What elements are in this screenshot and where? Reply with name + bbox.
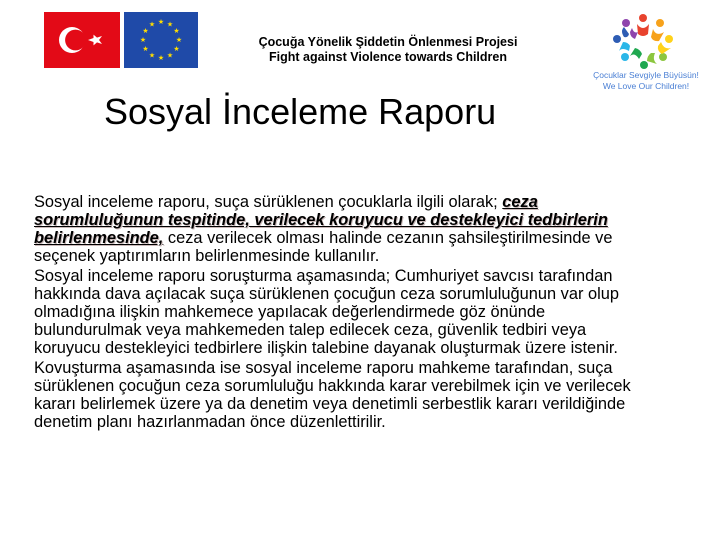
bullet-text-pre: Sosyal inceleme raporu, suça sürüklenen çocuklarla ilgili olarak; — [34, 193, 503, 211]
svg-text:★: ★ — [173, 27, 180, 35]
bullet-text — [34, 193, 613, 265]
list-item — [0, 267, 646, 357]
bullet-text: Sosyal inceleme raporu soruşturma aşamasında; Cumhuriyet savcısı tarafından hakkında dava açılacak suça sürüklenen çocuğun ceza sorumluluğunun var olup olmadığına ilişkin mahkemece yapılacak değerlendirmede göz önünde bulundurulmak veya mahkemeden talep edilecek ceza, güvenlik tedbiri veya koruyucu destekleyici tedbirlere ilişkin talebine dayanak oluşturmak üzere istenir. — [34, 267, 619, 357]
svg-text:★: ★ — [166, 20, 174, 29]
children-logo-icon — [608, 12, 678, 70]
flags-logo — [44, 10, 198, 70]
bullet-text-post: ceza verilecek olması halinde cezanın şahsileştirilmesinde ve seçenek yaptırımların belirlenmesinde kullanılır. — [34, 229, 613, 265]
svg-text:★: ★ — [142, 27, 149, 35]
turkey-flag-icon — [44, 12, 120, 68]
svg-text:★: ★ — [166, 51, 174, 60]
bullet-text-emphasis: ceza sorumluluğunun tespitinde, verilecek koruyucu ve destekleyici tedbirlerin belirlenmesinde, — [34, 193, 608, 247]
svg-text:★: ★ — [142, 45, 149, 53]
list-item — [0, 193, 646, 265]
list-item — [0, 359, 646, 431]
eu-flag-icon — [124, 12, 198, 68]
slide-title: Sosyal İnceleme Raporu — [104, 91, 497, 132]
project-header — [200, 35, 576, 65]
svg-text:★: ★ — [173, 45, 180, 53]
bullet-text: Kovuşturma aşamasında ise sosyal inceleme raporu mahkeme tarafından, suça sürüklenen çocuğun ceza sorumluluğu hakkında karar verebilmek için ve verilecek kararı belirlemek üzere ya da denetim veya denetimli serbestlik kararı verildiğinde denetim planı hazırlanmadan önce düzenlettirilir. — [34, 359, 631, 431]
bullet-list — [0, 193, 720, 431]
logo-caption-en: We Love Our Children! — [602, 81, 690, 91]
svg-text:★: ★ — [157, 54, 165, 62]
logo-caption — [585, 70, 707, 92]
svg-text:★: ★ — [157, 18, 165, 26]
svg-text:★: ★ — [148, 20, 156, 29]
project-title-en: Fight against Violence towards Children — [268, 50, 507, 64]
svg-text:★: ★ — [139, 36, 147, 44]
svg-text:★: ★ — [175, 36, 183, 44]
logo-caption-tr: Çocuklar Sevgiyle Büyüsün! — [593, 70, 699, 80]
svg-text:★: ★ — [148, 51, 156, 60]
project-title-tr: Çocuğa Yönelik Şiddetin Önlenmesi Projesi — [258, 35, 518, 49]
